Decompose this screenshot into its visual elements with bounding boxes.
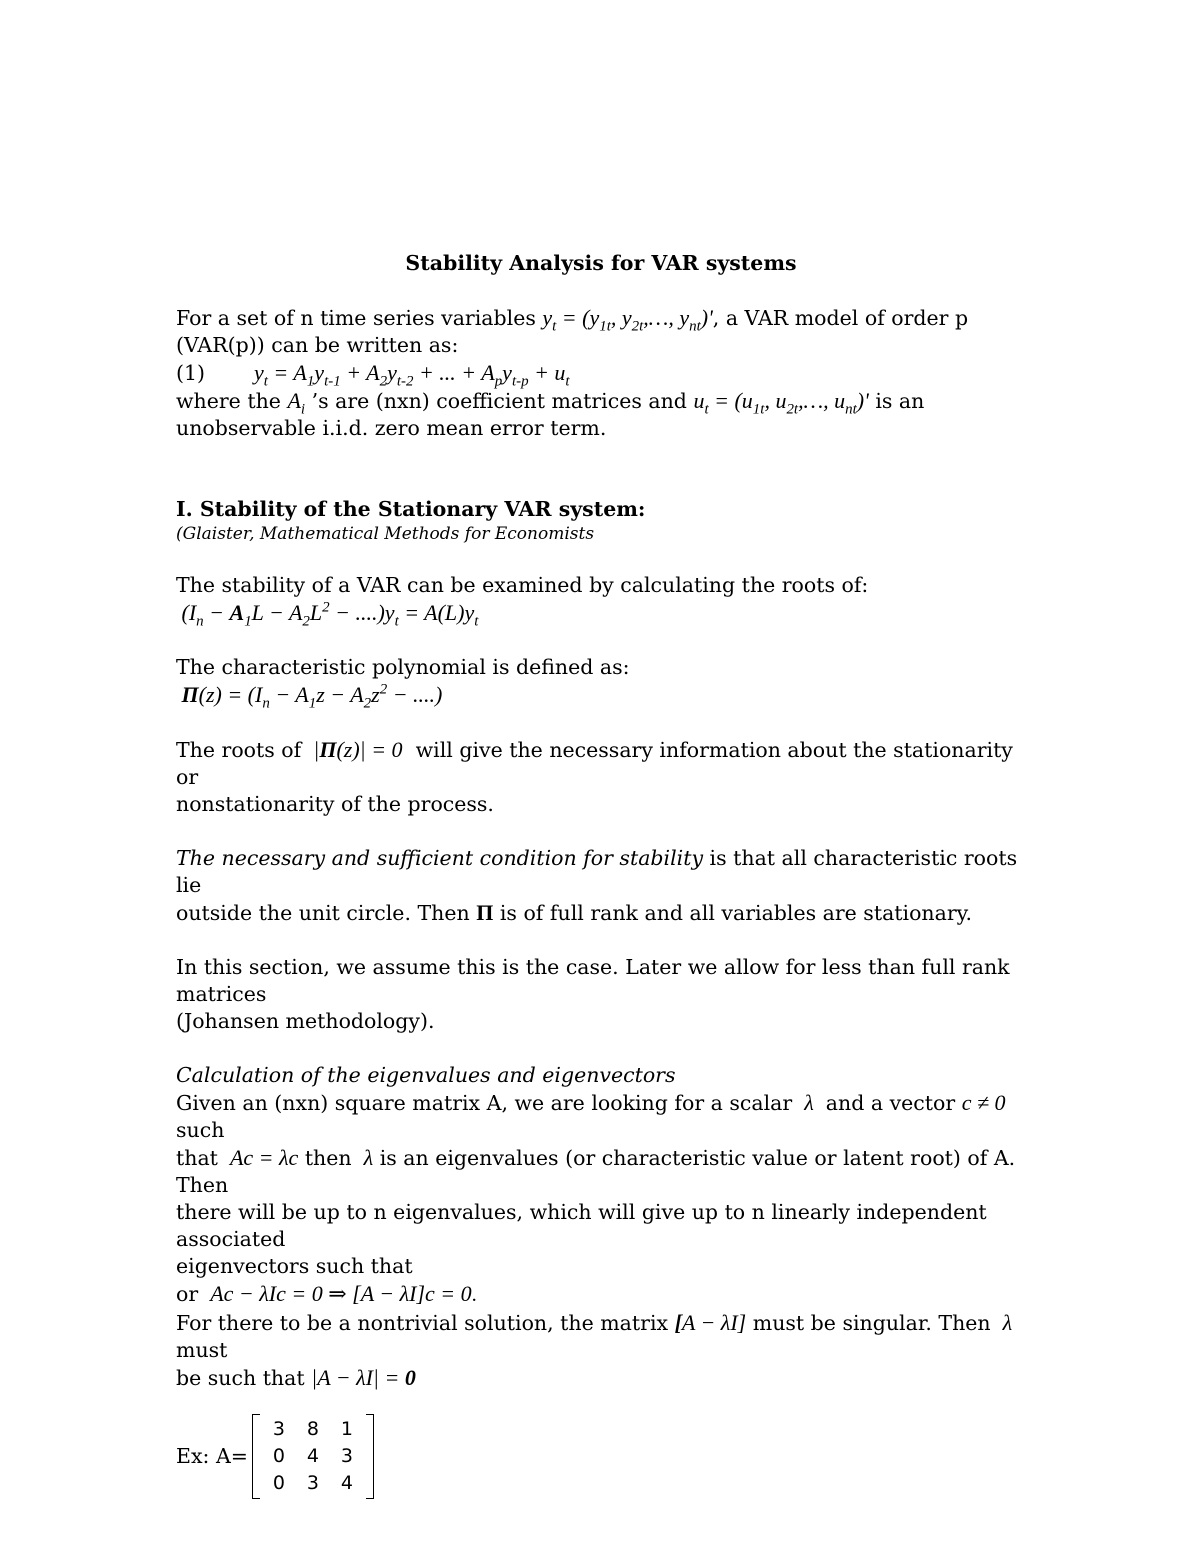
text: outside the unit circle. Then	[176, 901, 470, 925]
symbol-pi: Π	[476, 900, 494, 925]
text: is an	[875, 389, 925, 413]
text: , a VAR model of order p	[712, 306, 969, 330]
matrix-cell: 1	[340, 1418, 353, 1440]
symbol-lambda: λ	[798, 1090, 820, 1115]
formula-var: $y_t = A_1y_{t-1} + A_2y_{t-2}$ + ... + $A_py_{t-p} + u_t$	[254, 360, 570, 390]
condition-line-1	[176, 845, 1036, 899]
text-italic: The necessary and sufficient condition for stability	[176, 846, 704, 870]
eigen-line-1	[176, 1089, 1036, 1144]
matrix-bracket-right	[366, 1414, 374, 1499]
formula-lag-polynomial	[176, 599, 1036, 630]
text: or	[176, 1282, 199, 1306]
text: then	[304, 1146, 352, 1170]
equation-1	[176, 359, 1036, 390]
matrix-cell: 4	[306, 1445, 319, 1467]
matrix-a	[252, 1414, 374, 1499]
document-body	[176, 250, 1036, 1499]
equation-label: (1)	[176, 361, 206, 385]
section-heading: I. Stability of the Stationary VAR system:	[176, 497, 646, 521]
text: is of full rank and all variables are stationary.	[499, 901, 973, 925]
formula-yt: $y_t = (y_{1t}$, $y_{2t},\dots$, $y_{nt})'$	[542, 305, 713, 335]
formula-ut: $u_t = (u_{1t}$, $u_{2t},\dots$, $u_{nt})'$	[693, 388, 869, 418]
text: For there to be a nontrivial solution, the matrix	[176, 1311, 669, 1335]
text: Given an (nxn) square matrix A, we are looking for a scalar	[176, 1091, 793, 1115]
matrix-cell: 3	[340, 1445, 353, 1467]
symbol-lambda: λ	[358, 1145, 374, 1170]
intro-line-1	[176, 304, 1036, 335]
eigen-line-5: or Ac − λIc = 0 ⇒ [A − λI]c = 0.	[176, 1281, 477, 1306]
formula: $(I_n - A_1L - A_2L^2 - ....)y_t = A(L)y_t$	[176, 599, 479, 630]
eigen-line-2	[176, 1144, 1036, 1199]
matrix-table	[262, 1416, 364, 1497]
eigen-line-3: there will be up to n eigenvalues, which will give up to n linearly independent associated	[176, 1200, 987, 1251]
text: ’s are (nxn) coefficient matrices and	[311, 389, 687, 413]
assumption-line-2: (Johansen methodology).	[176, 1009, 435, 1033]
matrix-row	[262, 1443, 364, 1470]
symbol-lambda: λ	[997, 1310, 1013, 1335]
text: be such that	[176, 1366, 305, 1390]
formula-det-zero: |A − λI| = 0	[311, 1365, 416, 1390]
formula-c-neq-0: c ≠ 0	[961, 1090, 1006, 1115]
eigen-line-4: eigenvectors such that	[176, 1254, 413, 1278]
formula-det: |Π(z)| = 0	[307, 737, 403, 762]
example-label: Ex: A=	[176, 1444, 248, 1468]
formula-a-lambda-i: [A − λI]	[674, 1310, 747, 1335]
formula-singular: Ac − λIc = 0 ⇒ [A − λI]c = 0	[204, 1281, 472, 1306]
text: is that all characteristic roots lie	[176, 846, 1018, 897]
assumption-line-1: In this section, we assume this is the case. Later we allow for less than full rank matrices	[176, 955, 1010, 1006]
citation: (Glaister, Mathematical Methods for Economists	[176, 524, 595, 544]
text: must be singular. Then	[752, 1311, 991, 1335]
intro-line-4	[176, 387, 1036, 418]
matrix-cell: 3	[272, 1418, 285, 1440]
eigen-line-6	[176, 1309, 1036, 1364]
text: For a set of n time series variables	[176, 306, 536, 330]
matrix-cell: 0	[272, 1445, 285, 1467]
formula-char-poly	[176, 681, 1036, 712]
text: such	[176, 1118, 225, 1142]
stability-intro: The stability of a VAR can be examined by calculating the roots of:	[176, 573, 869, 597]
matrix-row	[262, 1416, 364, 1443]
eigen-heading: Calculation of the eigenvalues and eigenvectors	[176, 1063, 676, 1087]
text: will give the necessary information about the stationarity or	[176, 738, 1013, 789]
formula-ac-lambda-c: Ac = λc	[224, 1145, 299, 1170]
example-matrix	[176, 1414, 1036, 1499]
intro-line-5: unobservable i.i.d. zero mean error term.	[176, 416, 607, 440]
formula: $\Pi(z) = (I_n - A_1z - A_2z^2$ − ....)	[181, 681, 443, 712]
text: where the	[176, 389, 281, 413]
matrix-cell: 4	[340, 1472, 353, 1494]
roots-line-1	[176, 736, 1036, 791]
eigen-line-7	[176, 1364, 1036, 1392]
intro-line-2: (VAR(p)) can be written as:	[176, 333, 459, 357]
matrix-cell: 3	[306, 1472, 319, 1494]
roots-line-2: nonstationarity of the process.	[176, 792, 494, 816]
text: is an eigenvalues (or characteristic value or latent root) of A. Then	[176, 1146, 1016, 1197]
text: that	[176, 1146, 218, 1170]
document-title: Stability Analysis for VAR systems	[405, 251, 797, 275]
matrix-bracket-left	[252, 1414, 260, 1499]
formula-ai: $A_i$	[287, 388, 306, 418]
text: must	[176, 1338, 228, 1362]
char-poly-intro: The characteristic polynomial is defined as:	[176, 655, 630, 679]
condition-line-2	[176, 899, 1036, 927]
matrix-cell: 8	[306, 1418, 319, 1440]
matrix-cell: 0	[272, 1472, 285, 1494]
matrix-row	[262, 1470, 364, 1497]
text: The roots of	[176, 738, 302, 762]
text: and a vector	[825, 1091, 956, 1115]
